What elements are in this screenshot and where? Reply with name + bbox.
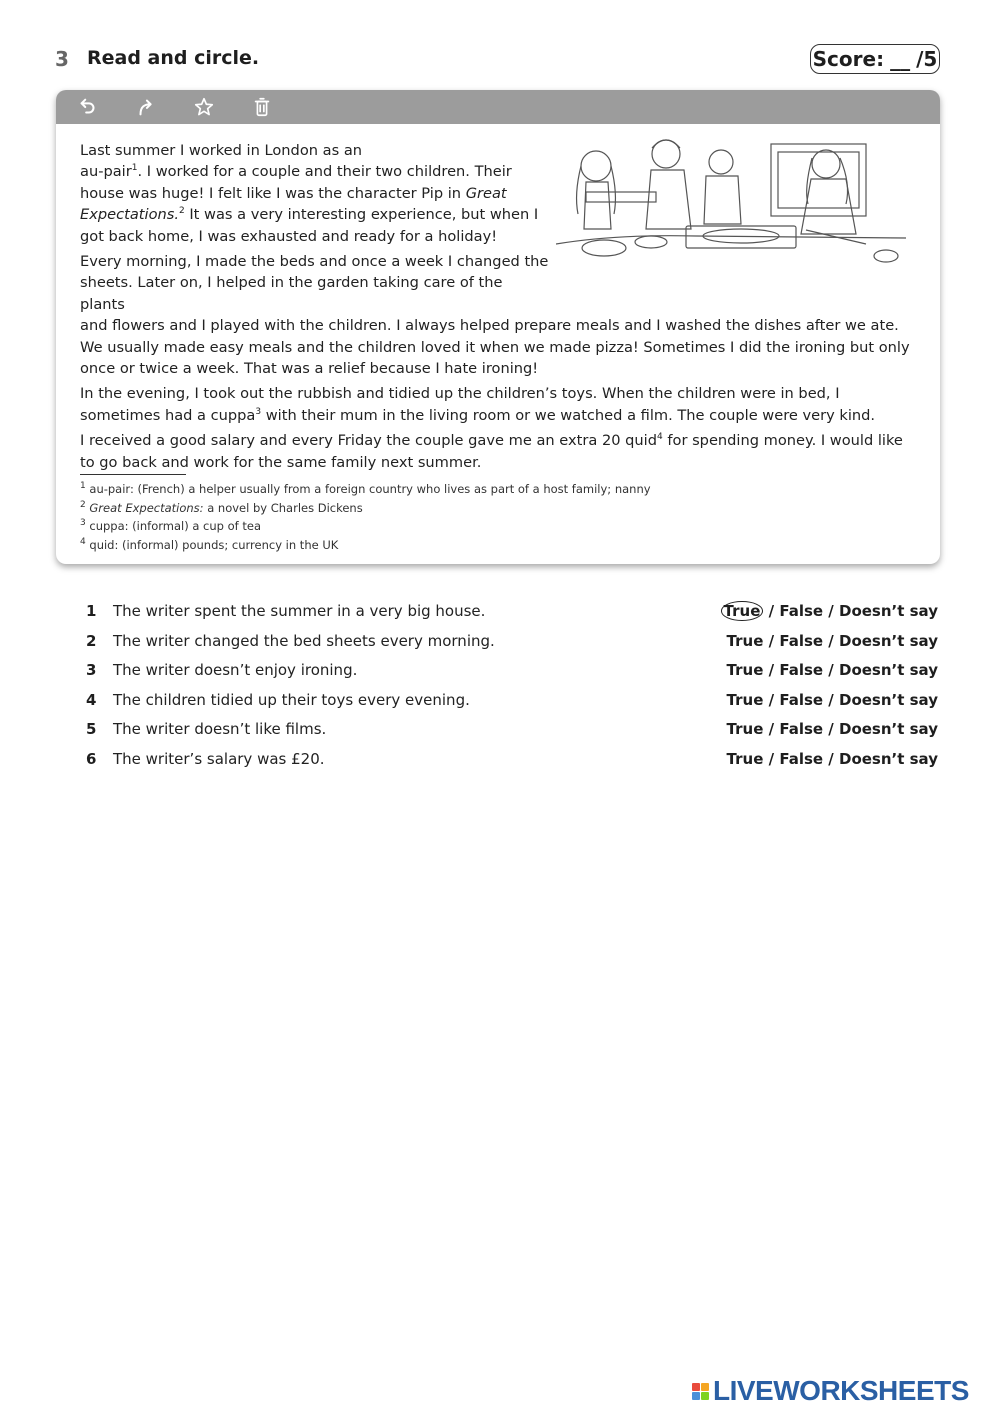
footnotes [80,480,651,554]
star-icon [193,96,215,118]
question-text: The writer doesn’t like films. [113,720,327,739]
question-text: The writer doesn’t enjoy ironing. [113,661,358,680]
option-true[interactable]: True [726,661,764,680]
p1-text-b: au-pair [80,163,132,181]
option-false[interactable]: False [779,720,824,739]
undo-button[interactable] [74,93,102,121]
paragraph-2 [80,251,920,379]
footnote-divider [80,474,186,475]
paragraph-1 [80,140,550,247]
answer-options: True / False / Doesn’t say [726,749,938,768]
footnote: $^3$ cuppa: (informal) a cup of tea [80,518,261,533]
p4-text-b: for spending money. I would like to go back and work for the same family next summer. [80,432,903,471]
footnote: $^2$ Great Expectations: a novel by Charles Dickens [80,499,363,515]
option-true[interactable]: True [726,749,764,768]
option-doesnt-say[interactable]: Doesn’t say [839,661,938,680]
question-list [86,600,938,778]
question-row [86,659,938,689]
question-row [86,718,938,748]
answer-options: True / False / Doesn’t say [726,631,938,650]
reading-card [56,90,940,564]
star-button[interactable] [190,93,218,121]
p2-text-a: Every morning, I made the beds and once a week I changed the sheets. Later on, I helped in the garden taking care of the plants [80,253,549,313]
question-row [86,748,938,778]
p1-italic: Great Expectations. [80,184,507,224]
question-row [86,689,938,719]
question-text: The writer’s salary was £20. [113,749,325,768]
paragraph-4 [80,430,920,473]
p1-text-a: Last summer I worked in London as an [80,142,363,159]
option-doesnt-say[interactable]: Doesn’t say [839,690,938,709]
question-text: The writer changed the bed sheets every morning. [113,631,495,650]
question-number: 4 [86,690,97,709]
redo-button[interactable] [132,93,160,121]
question-text: The children tidied up their toys every evening. [113,690,470,709]
score-blank: __ [890,47,911,71]
p1-sup-1: 1 [131,163,138,174]
exercise-number: 3 [55,47,69,71]
p1-sup-2: 2 [179,206,185,217]
p4-text-a: I received a good salary and every Friday the couple gave me an extra 20 quid [80,432,657,450]
question-text: The writer spent the summer in a very big house. [113,602,486,620]
footnote: $^1$ au-pair: (French) a helper usually from a foreign country who lives as part of a host family; nanny [80,481,651,496]
question-number: 6 [86,749,97,768]
score-total: /5 [916,47,938,71]
option-doesnt-say[interactable]: Doesn’t say [839,602,938,620]
footnote: $^4$ quid: (informal) pounds; currency in the UK [80,536,339,552]
p2-text-b: and flowers and I played with the children. I always helped prepare meals and I washed the dishes after we ate. We usually made easy meals and the children loved it when we made pizza! Sometimes I did the ironing but only once or twice a week. That was a relief because I hate ironing! [80,317,910,378]
p3-text-a: In the evening, I took out the rubbish and tidied up the children’s toys. When the children were in bed, I sometimes had a cuppa [80,385,840,424]
logo-mark-icon [692,1383,709,1400]
option-true[interactable]: True [726,690,764,709]
score-box [810,44,940,74]
p3-sup: 3 [255,407,262,418]
trash-icon [251,96,273,118]
score-label: Score: [812,47,885,71]
option-doesnt-say[interactable]: Doesn’t say [839,720,938,739]
liveworksheets-logo[interactable] [692,1374,969,1408]
option-true[interactable]: True [721,601,764,621]
option-false[interactable]: False [779,661,824,680]
paragraph-3 [80,383,920,426]
reading-passage [80,140,920,477]
option-false[interactable]: False [779,690,824,709]
answer-options: True / False / Doesn’t say [726,661,938,680]
exercise-title: Read and circle. [87,47,260,69]
question-number: 5 [86,720,97,739]
option-false[interactable]: False [779,749,824,768]
exercise-header [55,44,940,78]
answer-options: True / False / Doesn’t say [726,690,938,709]
question-number: 2 [86,631,97,650]
p4-sup: 4 [657,432,663,443]
question-row [86,630,938,660]
p1-text-c: . I worked for a couple and their two children. Their house was huge! I felt like I was the character Pip in [80,163,512,202]
p1-text-e: It was a very interesting experience, but when I got back home, I was exhausted and ready for a holiday! [80,206,539,245]
p3-text-b: with their mum in the living room or we watched a film. The couple were very kind. [261,406,876,424]
trash-button[interactable] [248,93,276,121]
option-false[interactable]: False [779,602,824,620]
option-false[interactable]: False [779,631,824,650]
option-doesnt-say[interactable]: Doesn’t say [839,631,938,650]
option-true[interactable]: True [726,631,764,650]
logo-text: LIVEWORKSHEETS [713,1375,969,1406]
question-row [86,600,938,630]
redo-icon [135,96,157,118]
answer-options: True / False / Doesn’t say [724,602,938,620]
option-true[interactable]: True [726,720,764,739]
option-doesnt-say[interactable]: Doesn’t say [839,749,938,768]
question-number: 1 [86,602,97,620]
undo-icon [77,96,99,118]
toolbar [56,90,940,124]
question-number: 3 [86,661,97,680]
answer-options: True / False / Doesn’t say [726,720,938,739]
